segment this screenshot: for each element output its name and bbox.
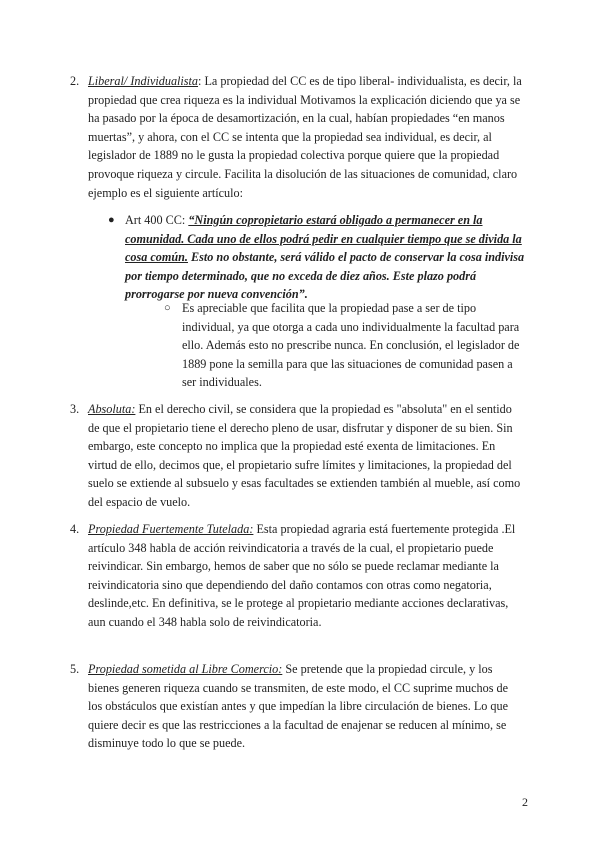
item-text: Se pretende que la propiedad circule, y los bienes generen riqueza cuando se transmiten, de este modo, el CC suprime muchos de los obstáculos que existían antes y que impedían la libre circulación de bienes. Lo que quiere decir es que las restricciones a la facultad de enajenar se reducen al mínimo, se disminuye todo lo que se puede.	[88, 662, 509, 751]
item-title: Propiedad Fuertemente Tutelada:	[88, 522, 254, 536]
quote-rest: Esto no obstante, será válido el pacto de conservar la cosa indivisa por tiempo determinado, que no exceda de diez años. Este plazo podrá prorrogarse por nueva convención”.	[125, 250, 525, 302]
sub-bullet-item	[164, 299, 520, 392]
list-item-3	[70, 400, 524, 512]
item-text: : La propiedad del CC es de tipo liberal- individualista, es decir, la propiedad que crea riqueza es la individual Motivamos la explicación diciendo que ya se ha pasado por la época de desamortización, en la cual, habían propiedades “en manos muertas”, y ahora, con el CC se intenta que la propiedad sea individual, es decir, al legislador de 1889 no le gusta la propiedad colectiva porque quiere que la propiedad provoque riqueza y circule. Facilita la disolución de las situaciones de comunidad, claro ejemplo es el siguiente artículo:	[88, 74, 522, 200]
item-title: Liberal/ Individualista	[88, 74, 199, 88]
bullet-item-art400	[108, 211, 525, 304]
sub-bullet-text: Es apreciable que facilita que la propiedad pase a ser de tipo individual, ya que otorga a cada uno individualmente la facultad para ello. Además esto no prescribe nunca. En conclusión, el legislador de 1889 pone la semilla para que las situaciones de comunidad pasen a ser individuales.	[182, 301, 520, 390]
item-number: 4.	[70, 522, 80, 536]
item-text: Esta propiedad agraria está fuertemente protegida .El artículo 348 habla de acción reivindicatoria a través de la cual, el propietario puede reivindicar. Sin embargo, hemos de saber que no sólo se puede reclamar mediante la reivindicatoria sino que dependiendo del daño contamos con otras como negatoria, deslinde,etc. En definitiva, se le protege al propietario mediante acciones declarativas, aun cuando el 348 habla solo de reivindicatoria.	[88, 522, 516, 629]
item-title: Propiedad sometida al Libre Comercio:	[88, 662, 283, 676]
list-item-2	[70, 72, 524, 202]
bullet-icon: ●	[108, 214, 115, 226]
item-number: 3.	[70, 402, 80, 416]
item-title: Absoluta:	[88, 402, 136, 416]
item-text: En el derecho civil, se considera que la propiedad es "absoluta" en el sentido de que el propietario tiene el derecho pleno de usar, disfrutar y disponer de su bien. Sin embargo, este concepto no implica que la propiedad esté exenta de limitaciones. En virtud de ello, decimos que, el propietario sufre límites y limitaciones, la propiedad del suelo se extiende al subsuelo y esas facultades se extienden también al mueble, así como del espacio de vuelo.	[88, 402, 521, 509]
list-item-5	[70, 660, 524, 753]
quote-underlined: “Ningún copropietario estará obligado a permanecer en la comunidad. Cada uno de ellos podrá pedir en cualquier tiempo que se divida la cosa común.	[125, 213, 522, 265]
item-number: 5.	[70, 662, 80, 676]
bullet-lead: Art 400 CC:	[125, 213, 189, 227]
circle-bullet-icon: ○	[164, 302, 171, 314]
list-item-4	[70, 520, 524, 632]
item-number: 2.	[70, 74, 80, 88]
page-number: 2	[522, 795, 528, 809]
